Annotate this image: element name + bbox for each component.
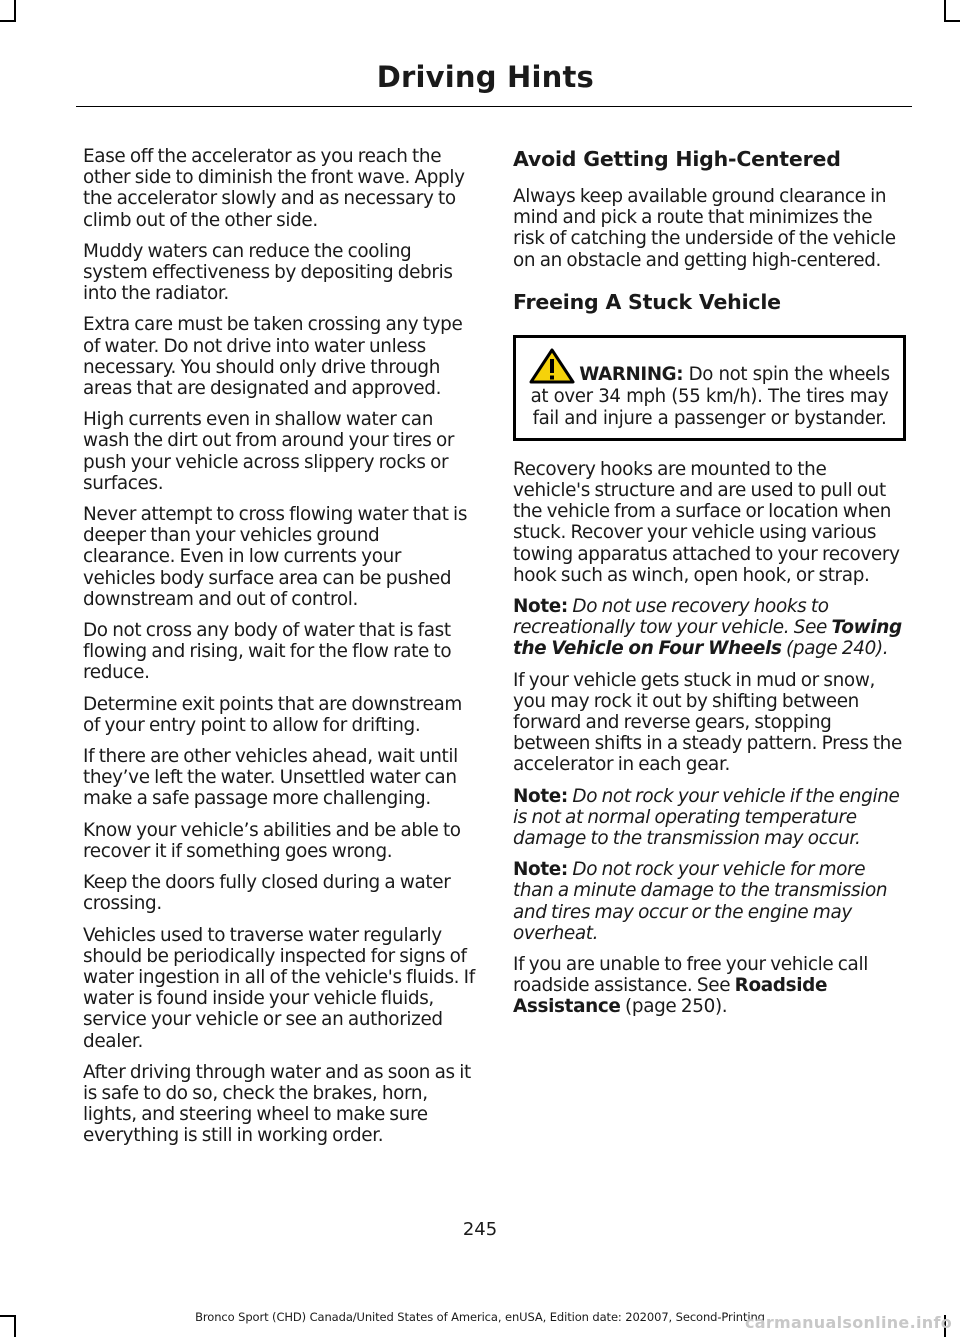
- left-column: [83, 146, 475, 1157]
- warning-text: Do not spin the wheels at over 34 mph (55 km/h). The tires may fail and injure a passenger or bystander.: [530, 363, 890, 429]
- paragraph: High currents even in shallow water can wash the dirt out from around your tires or push your vehicle across slippery rocks or surfaces.: [83, 409, 455, 494]
- note: [513, 859, 906, 944]
- note: [513, 596, 906, 660]
- warning-label: WARNING:: [579, 363, 684, 385]
- paragraph: Never attempt to cross flowing water that is deeper than your vehicles ground clearance. Even in low currents your vehicles body surface area can be pushed downstream and out of control.: [83, 504, 468, 610]
- paragraph: Extra care must be taken crossing any type of water. Do not drive into water unless necessary. You should only drive through areas that are designated and approved.: [83, 314, 463, 400]
- paragraph: Vehicles used to traverse water regularly should be periodically inspected for signs of water ingestion in all of the vehicle's fluids. If water is found inside your vehicle fluids, service your vehicle or see an authorized dealer.: [83, 924, 475, 1052]
- paragraph: Recovery hooks are mounted to the vehicle's structure and are used to pull out the vehicle from a surface or location when stuck. Recover your vehicle using various towing apparatus attached to your recovery hook such as winch, open hook, or strap.: [513, 458, 900, 586]
- section-heading-stuck-vehicle: Freeing A Stuck Vehicle: [513, 289, 781, 314]
- right-column: [513, 146, 906, 1028]
- paragraph: Know your vehicle’s abilities and be able to recover it if something goes wrong.: [83, 819, 461, 862]
- paragraph: Always keep available ground clearance in mind and pick a route that minimizes the risk of catching the underside of the vehicle on an obstacle and getting high-centered.: [513, 186, 896, 271]
- paragraph: Do not cross any body of water that is fast flowing and rising, wait for the flow rate to reduce.: [83, 620, 452, 684]
- paragraph: After driving through water and as soon as it is safe to do so, check the brakes, horn, lights, and steering wheel to make sure everything is still in working order.: [83, 1061, 471, 1147]
- page-reference: (page 240).: [781, 638, 889, 660]
- warning-box: [513, 335, 906, 441]
- note-text: Do not rock your vehicle for more than a minute damage to the transmission and tires may occur or the engine may overheat.: [513, 859, 888, 944]
- note-label: Note:: [513, 859, 568, 881]
- warning-triangle-icon: [529, 348, 575, 384]
- paragraph-text: If you are unable to free your vehicle call roadside assistance. See: [513, 954, 868, 997]
- note-label: Note:: [513, 596, 568, 618]
- page-number: 245: [462, 1219, 498, 1240]
- header-divider: [76, 106, 912, 107]
- paragraph: Muddy waters can reduce the cooling system effectiveness by depositing debris into the radiator.: [83, 240, 453, 305]
- page-header-title: Driving Hints: [376, 60, 594, 94]
- paragraph: Determine exit points that are downstream of your entry point to allow for drifting.: [83, 693, 462, 736]
- note: [513, 786, 906, 850]
- crop-mark-top-left-h: [0, 20, 16, 22]
- note-label: Note:: [513, 785, 568, 807]
- section-heading-high-centered: Avoid Getting High-Centered: [513, 147, 841, 171]
- roadside-assistance-link[interactable]: Roadside Assistance: [513, 975, 828, 1018]
- paragraph: Keep the doors fully closed during a water crossing.: [83, 872, 451, 915]
- paragraph: Ease off the accelerator as you reach the other side to diminish the front wave. Apply the accelerator slowly and as necessary to climb out of the other side.: [83, 146, 465, 231]
- note-text: Do not rock your vehicle if the engine is not at normal operating temperature damage to the transmission may occur.: [513, 785, 900, 850]
- paragraph: [513, 954, 906, 1018]
- footer-edition-info: Bronco Sport (CHD) Canada/United States of America, enUSA, Edition date: 202007, Second-Printing: [195, 1310, 765, 1324]
- paragraph: If your vehicle gets stuck in mud or snow, you may rock it out by shifting between forward and reverse gears, stopping between shifts in a steady pattern. Press the accelerator in each gear.: [513, 669, 902, 776]
- crop-mark-top-right-h: [944, 20, 960, 22]
- page-reference: (page 250).: [620, 996, 728, 1018]
- watermark: carmanualsonline.info: [744, 1313, 952, 1332]
- paragraph: If there are other vehicles ahead, wait until they’ve left the water. Unsettled water can make a safe passage more challenging.: [83, 746, 458, 810]
- towing-link[interactable]: Towing the Vehicle on Four Wheels: [513, 617, 902, 660]
- crop-mark-top-left: [14, 0, 16, 22]
- crop-mark-top-right: [944, 0, 946, 22]
- note-text: Do not use recovery hooks to recreationally tow your vehicle. See: [513, 596, 832, 639]
